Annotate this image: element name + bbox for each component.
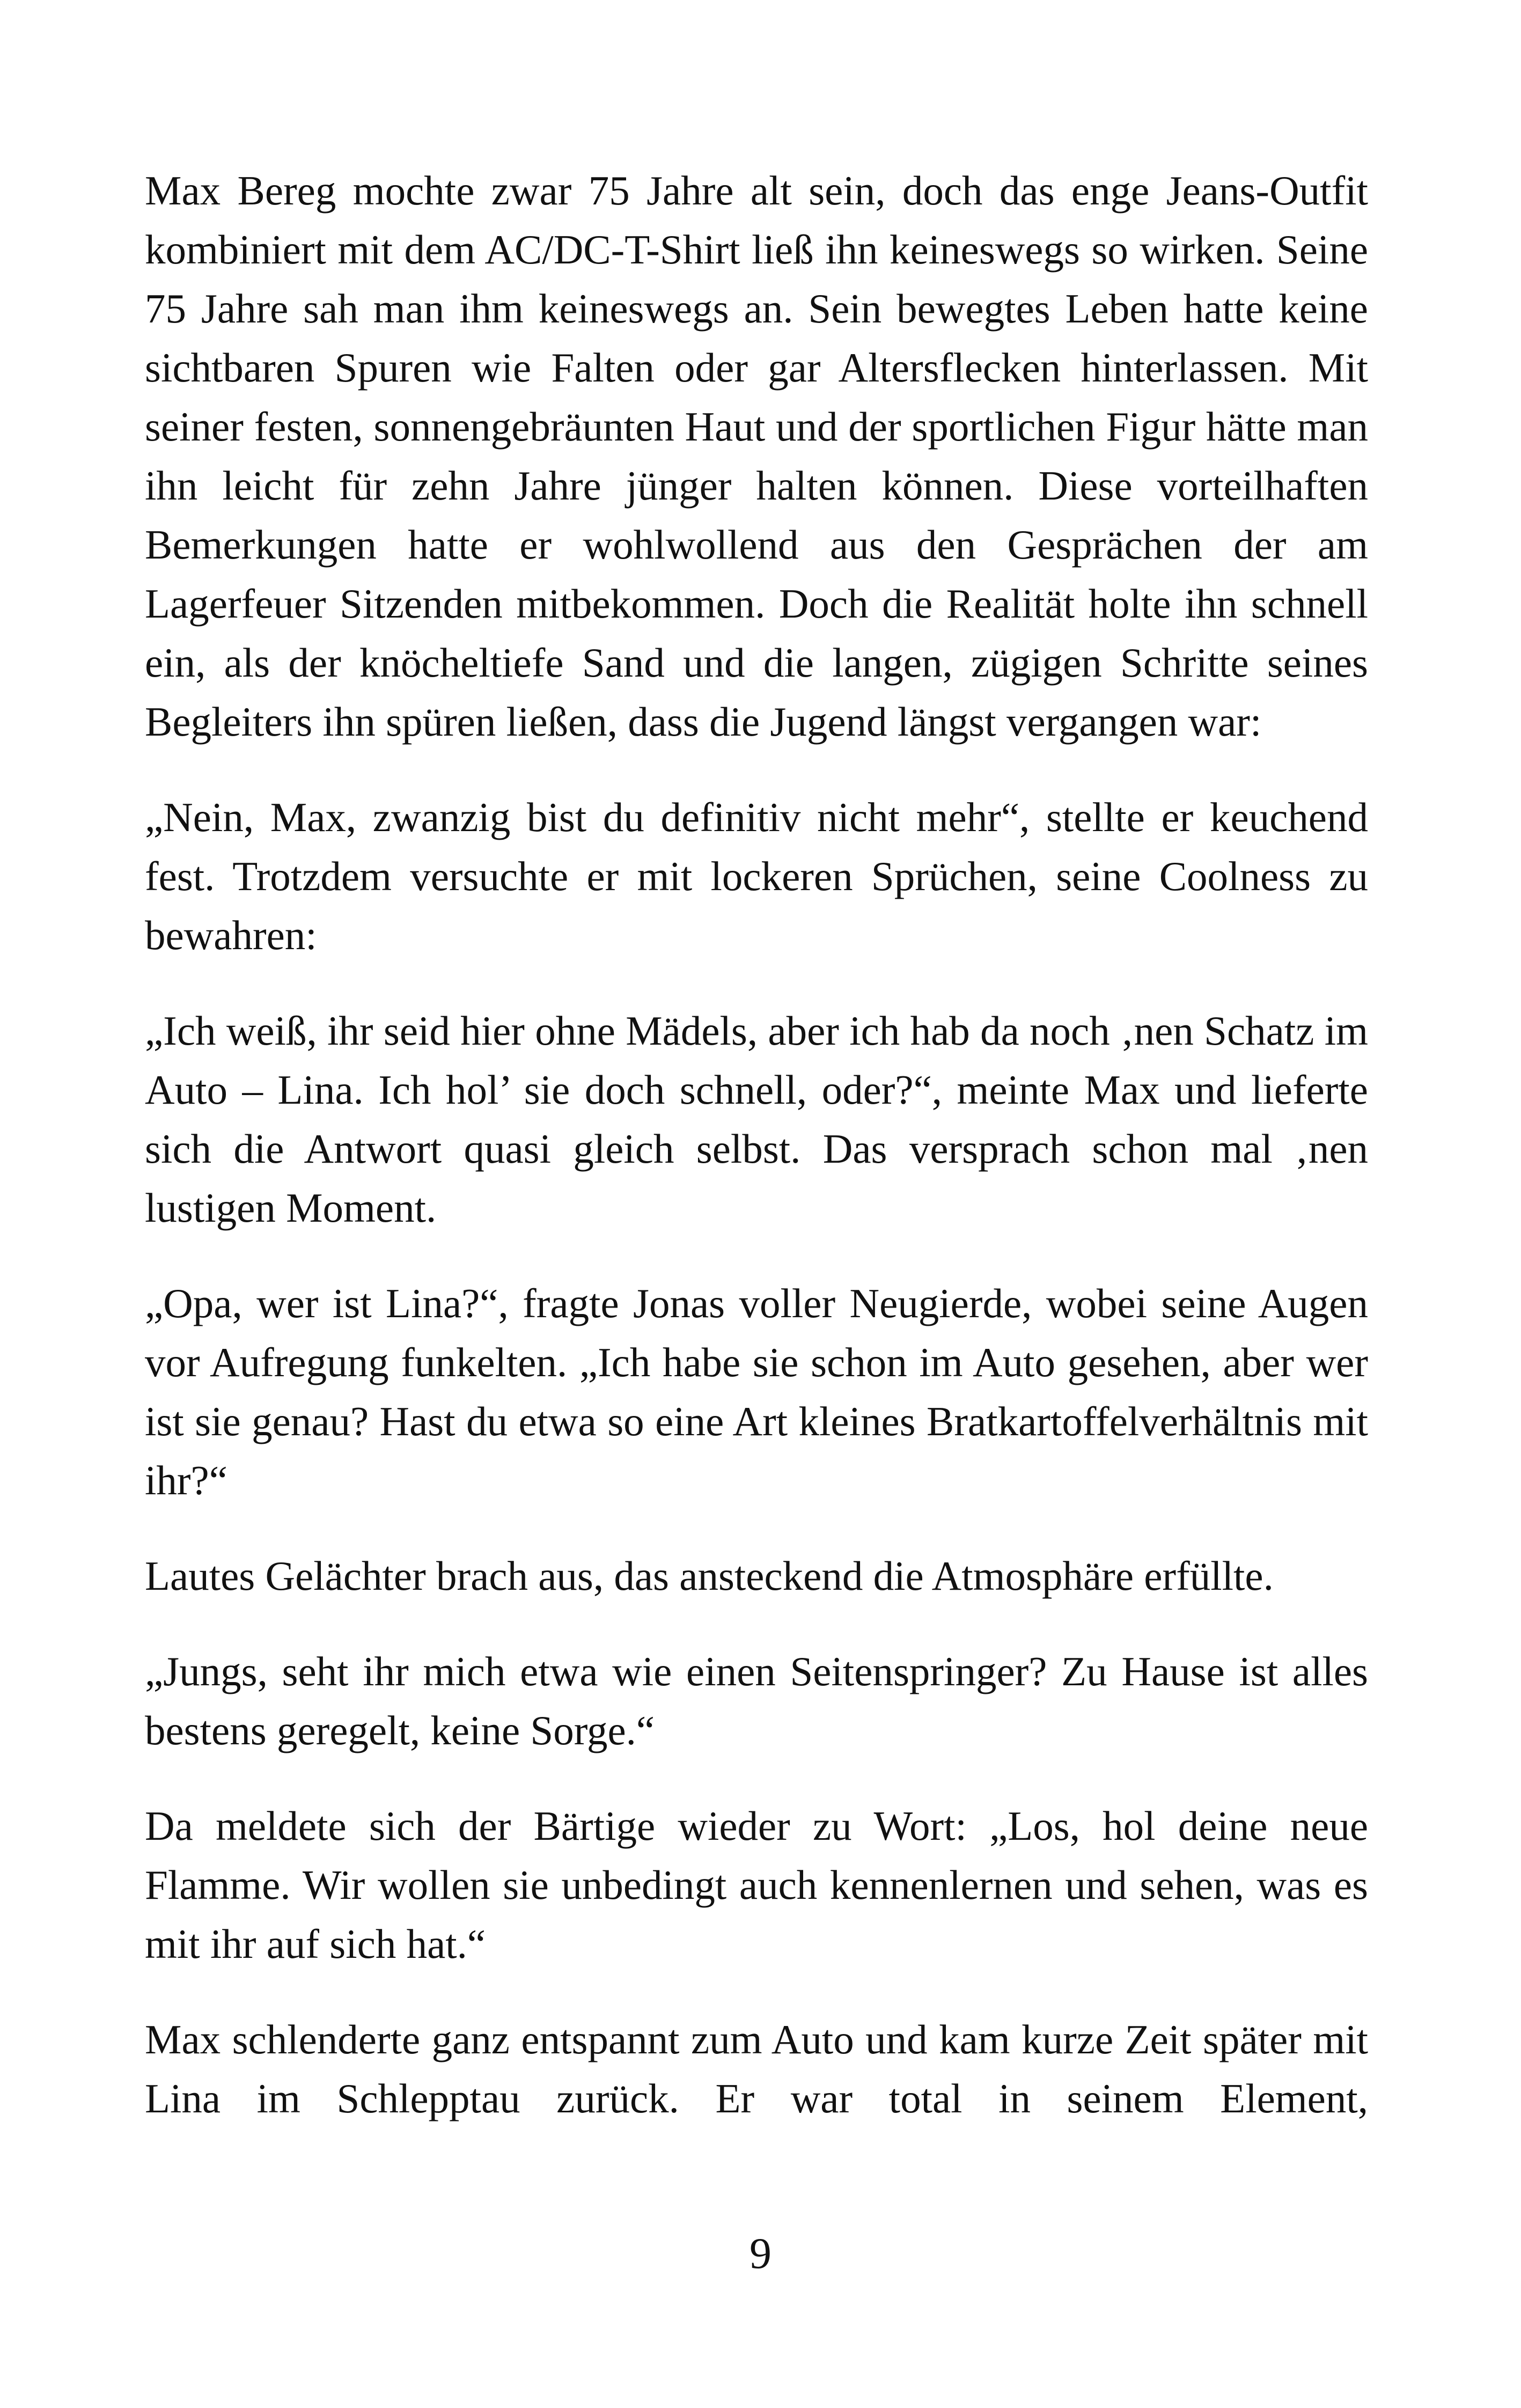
paragraph-3: „Ich weiß, ihr seid hier ohne Mädels, aber ich hab da noch ‚nen Schatz im Auto – Lina. Ich hol’ sie doch schnell, oder?“, meinte Max und lieferte sich die Antwort quasi gleich selbst. Das versprach schon mal ‚nen lustigen Moment.: [145, 1008, 1368, 1231]
paragraph-6: „Jungs, seht ihr mich etwa wie einen Seitenspringer? Zu Hause ist alles bestens geregelt, keine Sorge.“: [145, 1648, 1368, 1753]
paragraph-4: „Opa, wer ist Lina?“, fragte Jonas voller Neugierde, wobei seine Augen vor Aufregung funkelten. „Ich habe sie schon im Auto gesehen, aber wer ist sie genau? Hast du etwa so eine Art kleines Bratkartoffelverhältnis mit ihr?“: [145, 1280, 1368, 1503]
paragraph-1: Max Bereg mochte zwar 75 Jahre alt sein, doch das enge Jeans-Outfit kombiniert mit dem AC/DC-T-Shirt ließ ihn keineswegs so wirken. Seine 75 Jahre sah man ihm keineswegs an. Sein bewegtes Leben hatte keine sichtbaren Spuren wie Falten oder gar Altersflecken hinterlassen. Mit seiner festen, sonnengebräunten Haut und der sportlichen Figur hätte man ihn leicht für zehn Jahre jünger halten können. Diese vorteilhaften Bemerkungen hatte er wohlwollend aus den Gesprächen der am Lagerfeuer Sitzenden mitbekommen. Doch die Realität holte ihn schnell ein, als der knöcheltiefe Sand und die langen, zügigen Schritte seines Begleiters ihn spüren ließen, dass die Jugend längst vergangen war:: [145, 167, 1368, 745]
paragraph-2: „Nein, Max, zwanzig bist du definitiv nicht mehr“, stellte er keuchend fest. Trotzdem versuchte er mit lockeren Sprüchen, seine Coolness zu bewahren:: [145, 794, 1368, 958]
page-number: 9: [750, 2229, 771, 2278]
paragraph-8: Max schlenderte ganz entspannt zum Auto und kam kurze Zeit später mit Lina im Schlepptau zurück. Er war total in seinem Element,: [145, 2016, 1368, 2121]
paragraph-7: Da meldete sich der Bärtige wieder zu Wort: „Los, hol deine neue Flamme. Wir wollen sie unbedingt auch kennenlernen und sehen, was es mit ihr auf sich hat.“: [145, 1803, 1368, 1967]
paragraph-5: Lautes Gelächter brach aus, das ansteckend die Atmosphäre erfüllte.: [145, 1553, 1274, 1599]
body-text: [145, 161, 1368, 2128]
